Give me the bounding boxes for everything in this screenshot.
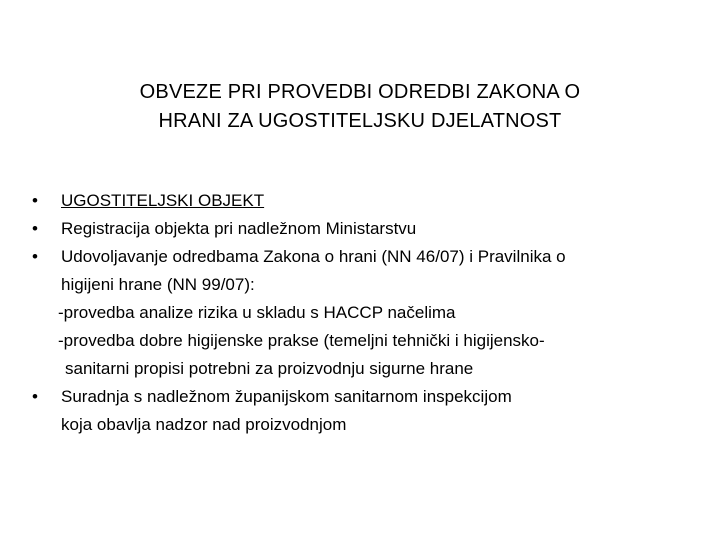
slide-title (60, 78, 660, 136)
bullet-item-registracija (28, 215, 688, 243)
bullet-item-text: UGOSTITELJSKI OBJEKT (61, 191, 265, 210)
bullet-item-text: Suradnja s nadležnom županijskom sanitarnom inspekcijom (61, 387, 512, 406)
bullet-list (28, 187, 688, 439)
bullet-item-objekt (28, 187, 688, 215)
title-line-2: HRANI ZA UGOSTITELJSKU DJELATNOST (158, 110, 562, 132)
sub-item-higijenska-praksa: -provedba dobre higijenske prakse (temeljni tehnički i higijensko- (58, 331, 545, 350)
bullet-icon: • (32, 219, 38, 238)
sub-item-continuation: sanitarni propisi potrebni za proizvodnju sigurne hrane (65, 359, 474, 378)
bullet-item-text: Udovoljavanje odredbama Zakona o hrani (NN 46/07) i Pravilnika o (61, 247, 566, 266)
bullet-item-suradnja (28, 383, 688, 411)
bullet-icon: • (32, 191, 38, 210)
bullet-item-continuation: higijeni hrane (NN 99/07): (61, 275, 255, 294)
bullet-icon: • (32, 247, 38, 266)
bullet-item-udovoljavanje (28, 243, 688, 271)
bullet-item-continuation: koja obavlja nadzor nad proizvodnjom (61, 415, 347, 434)
bullet-icon: • (32, 387, 38, 406)
title-line-1: OBVEZE PRI PROVEDBI ODREDBI ZAKONA O (139, 81, 581, 103)
bullet-item-text: Registracija objekta pri nadležnom Ministarstvu (61, 219, 417, 238)
sub-item-haccp: -provedba analize rizika u skladu s HACCP načelima (58, 303, 456, 322)
